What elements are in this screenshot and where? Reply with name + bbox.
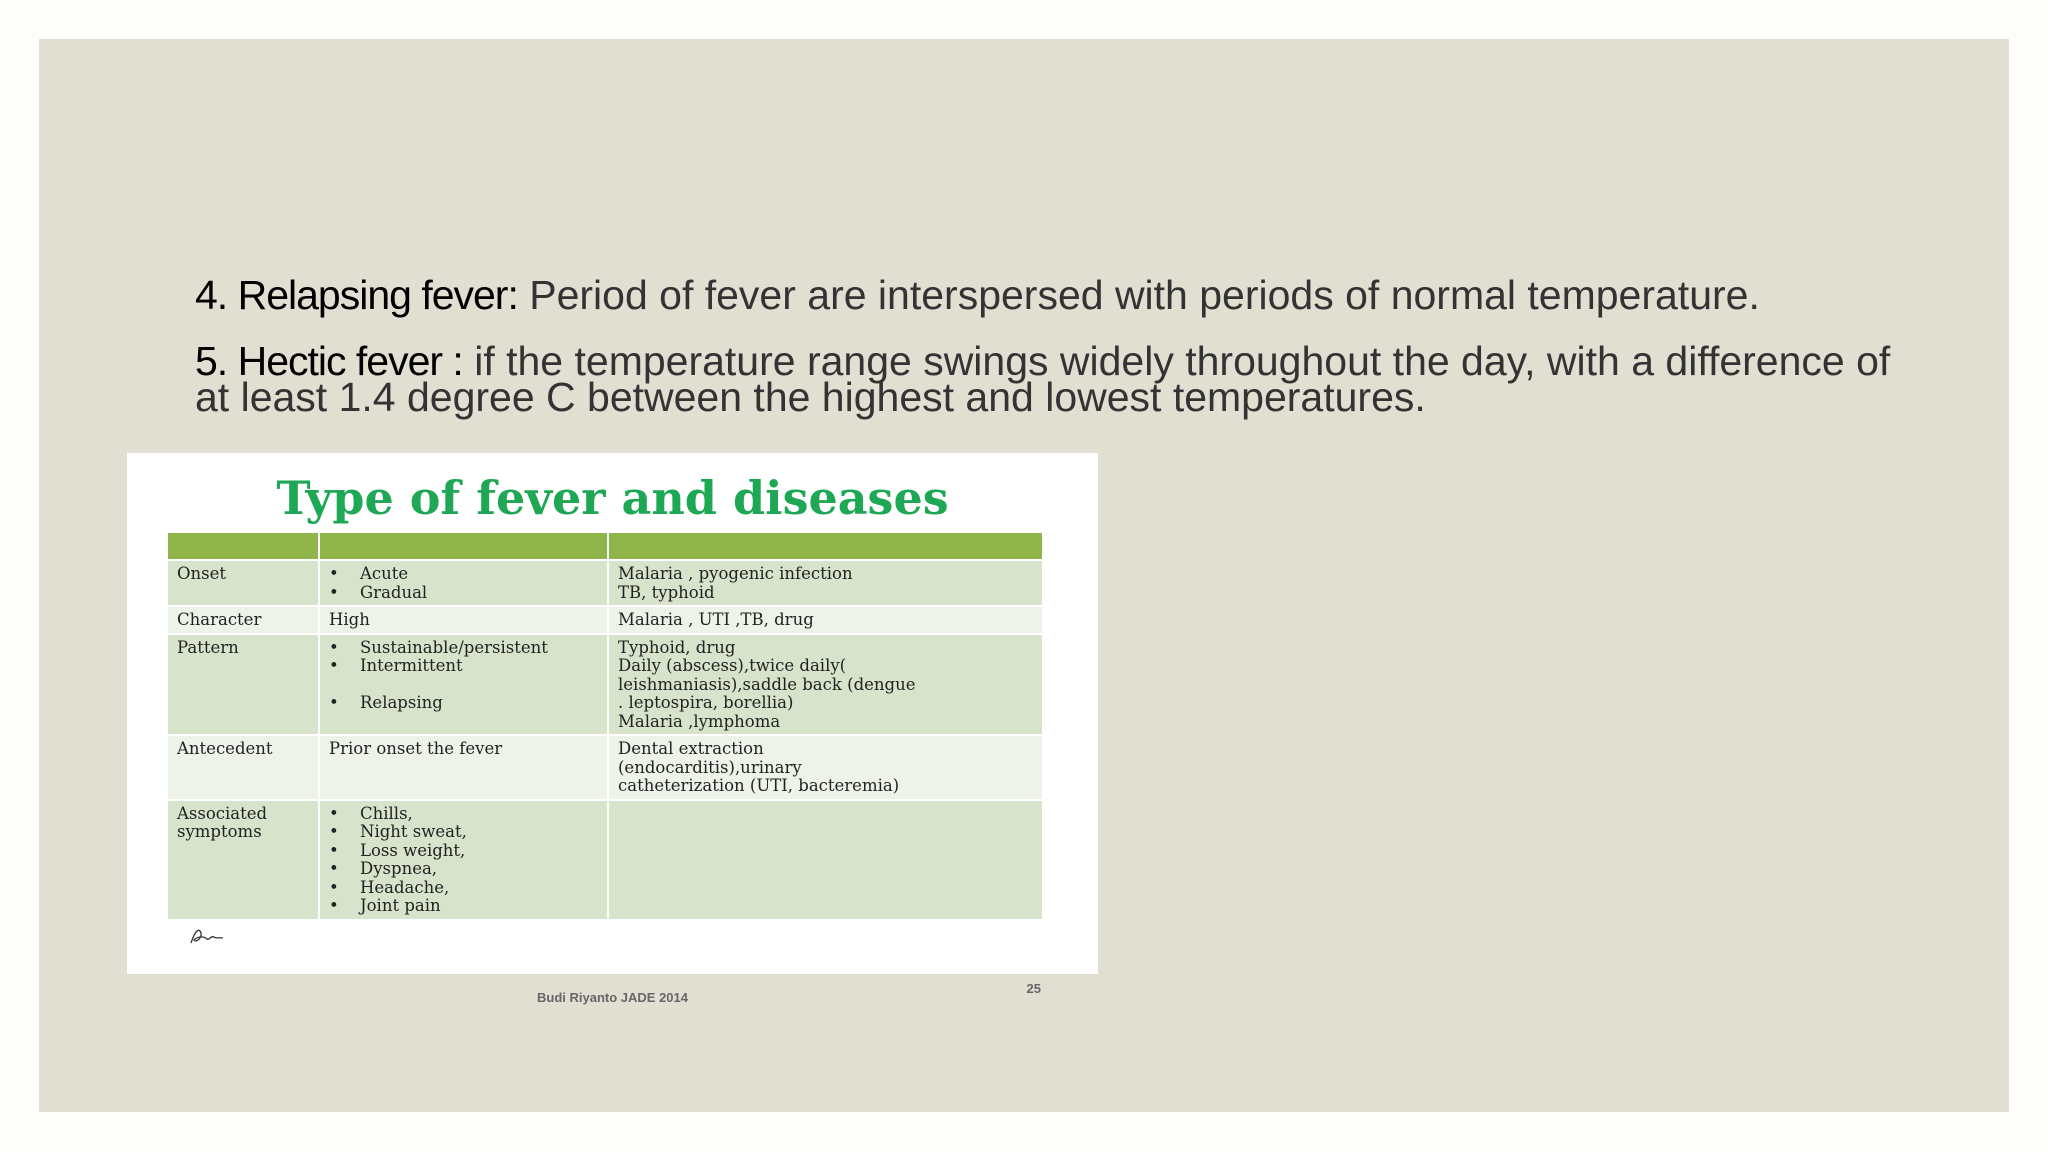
table-header-row: [168, 533, 1042, 560]
term-hectic-fever: 5. Hectic fever :: [195, 338, 463, 384]
row-label: Onset: [168, 560, 319, 606]
row-items: [319, 634, 608, 736]
label-line: symptoms: [177, 822, 262, 841]
table-row-associated-symptoms: [168, 800, 1042, 919]
row-label: [168, 800, 319, 919]
list-item: • Acute: [329, 565, 598, 584]
row-label: Pattern: [168, 634, 319, 736]
disease-line: Daily (abscess),twice daily(: [618, 656, 847, 675]
disease-line: Typhoid, drug: [618, 637, 736, 657]
list-item: • Night sweat,: [329, 823, 598, 842]
figure-page-number: 25: [1026, 981, 1041, 996]
row-diseases: [608, 634, 1042, 736]
row-label: Antecedent: [168, 735, 319, 800]
list-item: • Headache,: [329, 879, 598, 898]
disease-line: Dental extraction: [618, 739, 764, 758]
row-diseases: [608, 735, 1042, 800]
row-items: [319, 800, 608, 919]
row-items: [319, 560, 608, 606]
fever-table-image: [127, 453, 1098, 1005]
list-item: • Chills,: [329, 805, 598, 824]
disease-line: Malaria ,lymphoma: [618, 711, 781, 731]
list-item: • Gradual: [329, 584, 598, 603]
table-header-cell: [319, 533, 608, 560]
row-diseases-empty: [608, 800, 1042, 919]
description-relapsing-fever: Period of fever are interspersed with periods of normal temperature.: [517, 272, 1760, 318]
term-relapsing-fever: 4. Relapsing fever:: [195, 272, 518, 318]
row-value: Prior onset the fever: [319, 735, 608, 800]
list-item: • Intermittent: [329, 657, 598, 676]
row-label: Character: [168, 606, 319, 634]
disease-line: Malaria , UTI ,TB, drug: [618, 610, 814, 629]
table-row-antecedent: [168, 735, 1042, 800]
list-item: • Relapsing: [329, 694, 598, 713]
list-item: • Joint pain: [329, 897, 598, 916]
disease-line: leishmaniasis),saddle back (dengue: [618, 674, 916, 694]
row-value: High: [319, 606, 608, 634]
label-line: Associated: [177, 803, 268, 823]
table-row-pattern: [168, 634, 1042, 736]
figure-title: Type of fever and diseases: [276, 471, 949, 525]
paragraph-hectic-fever: [195, 338, 1895, 420]
disease-line: catheterization (UTI, bacteremia): [618, 776, 900, 795]
disease-line: Malaria , pyogenic infection: [618, 564, 853, 583]
table-row-onset: [168, 560, 1042, 606]
disease-line: (endocarditis),urinary: [618, 757, 802, 777]
table-row-character: [168, 606, 1042, 634]
disease-line: TB, typhoid: [618, 582, 715, 602]
paragraph-relapsing-fever: [195, 272, 1895, 318]
table-header-cell: [608, 533, 1042, 560]
fever-types-table: [168, 533, 1042, 919]
disease-line: . leptospira, borellia): [618, 693, 794, 712]
slide-text-block: [195, 272, 1895, 445]
list-item: • Loss weight,: [329, 842, 598, 861]
signature-mark: [187, 925, 227, 949]
row-diseases: [608, 606, 1042, 634]
list-item: • Dyspnea,: [329, 860, 598, 879]
row-diseases: [608, 560, 1042, 606]
figure-credit: Budi Riyanto JADE 2014: [537, 990, 688, 1005]
list-item: • Sustainable/persistent: [329, 639, 598, 658]
table-header-cell: [168, 533, 319, 560]
description-hectic-fever: if the temperature range swings widely throughout the day, with a difference of at least 1.4 degree C between the highest and lowest temperatures.: [195, 338, 1891, 420]
